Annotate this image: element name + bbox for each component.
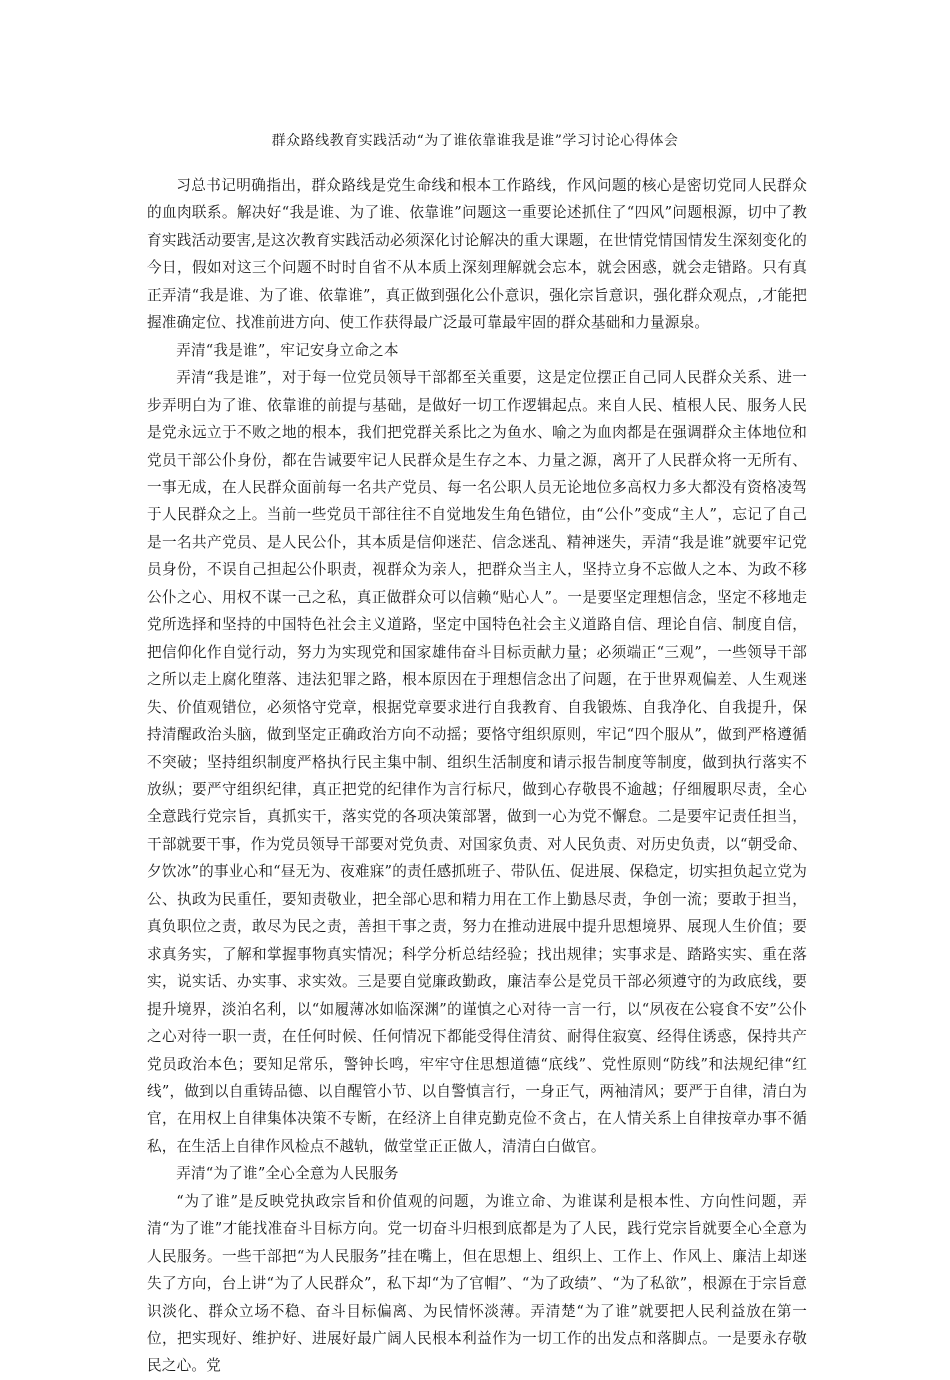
section-heading-who-am-i: 弄清“我是谁”，牢记安身立命之本: [176, 341, 399, 359]
paragraph-intro: 习总书记明确指出，群众路线是党生命线和根本工作路线，作风问题的核心是密切党同人民群众的血肉联系。解决好“我是谁、为了谁、依靠谁”问题这一重要论述抓住了“四风”问题根源，切中了教育实践活动要害,是这次教育实践活动必须深化讨论解决的重大课题，在世情党情国情发生深刻变化的今日，假如对这三个问题不时时自省不从本质上深刻理解就会忘本，就会困惑，就会走错路。只有真正弄清“我是谁、为了谁、依靠谁”，真正做到强化公仆意识，强化宗旨意识，强化群众观点，,才能把握准确定位、找准前进方向、使工作获得最广泛最可靠最牢固的群众基础和力量源泉。: [147, 177, 807, 332]
paragraph-for-whom: “为了谁”是反映党执政宗旨和价值观的问题，为谁立命、为谁谋利是根本性、方向性问题，弄清“为了谁”才能找准奋斗目标方向。党一切奋斗归根到底都是为了人民，践行党宗旨就要全心全意为人民服务。一些干部把“为人民服务”挂在嘴上，但在思想上、组织上、工作上、作风上、廉洁上却迷失了方向，台上讲“为了人民群众”，私下却“为了官帽”、“为了政绩”、“为了私欲”，根源在于宗旨意识淡化、群众立场不稳、奋斗目标偏离、为民情怀淡薄。弄清楚“为了谁”就要把人民利益放在第一位，把实现好、维护好、进展好最广阔人民根本利益作为一切工作的出发点和落脚点。一是要永存敬民之心。党: [147, 1192, 807, 1375]
document-title: 群众路线教育实践活动“为了谁依靠谁我是谁”学习讨论心得体会: [271, 133, 679, 149]
document-body: [147, 172, 807, 1380]
paragraph-who-am-i: 弄清“我是谁”，对于每一位党员领导干部都至关重要，这是定位摆正自己同人民群众关系、进一步弄明白为了谁、依靠谁的前提与基础，是做好一切工作逻辑起点。来自人民、植根人民、服务人民是党永远立于不败之地的根本，我们把党群关系比之为鱼水、喻之为血肉都是在强调群众主体地位和党员干部公仆身份，都在告诫要牢记人民群众是生存之本、力量之源，离开了人民群众将一无所有、一事无成，在人民群众面前每一名共产党员、每一名公职人员无论地位多高权力多大都没有资格凌驾于人民群众之上。当前一些党员干部往往不自觉地发生角色错位，由“公仆”变成“主人”，忘记了自己是一名共产党员、是人民公仆，其本质是信仰迷茫、信念迷乱、精神迷失，弄清“我是谁”就要牢记党员身份，不误自己担起公仆职责，视群众为亲人，把群众当主人，坚持立身不忘做人之本、为政不移公仆之心、用权不谋一己之私，真正做群众可以信赖“贴心人”。一是要坚定理想信念，坚定不移地走党所选择和坚持的中国特色社会主义道路，坚定中国特色社会主义道路自信、理论自信、制度自信，把信仰化作自觉行动，努力为实现党和国家雄伟奋斗目标贡献力量；必须端正“三观”，一些领导干部之所以走上腐化堕落、违法犯罪之路，根本原因在于理想信念出了问题，在于世界观偏差、人生观迷失、价值观错位，必须恪守党章，根据党章要求进行自我教育、自我锻炼、自我净化、自我提升，保持清醒政治头脑，做到坚定正确政治方向不动摇；要恪守组织原则，牢记“四个服从”，做到严格遵循不突破；坚持组织制度严格执行民主集中制、组织生活制度和请示报告制度等制度，做到执行落实不放纵；要严守组织纪律，真正把党的纪律作为言行标尺，做到心存敬畏不逾越；仔细履职尽责，全心全意践行党宗旨，真抓实干，落实党的各项决策部署，做到一心为党不懈怠。二是要牢记责任担当，干部就要干事，作为党员领导干部要对党负责、对国家负责、对人民负责、对历史负责，以“朝受命、夕饮冰”的事业心和“昼无为、夜难寐”的责任感抓班子、带队伍、促进展、保稳定，切实担负起立党为公、执政为民重任，要知责敬业，把全部心思和精力用在工作上勤恳尽责，争创一流；要敢于担当，真负职位之责，敢尽为民之责，善担干事之责，努力在推动进展中提升思想境界、展现人生价值；要求真务实，了解和掌握事物真实情况；科学分析总结经验；找出规律；实事求是、踏路实实、重在落实，说实话、办实事、求实效。三是要自觉廉政勤政，廉洁奉公是党员干部必须遵守的为政底线，要提升境界，淡泊名利，以“如履薄冰如临深渊”的谨慎之心对待一言一行，以“夙夜在公寝食不安”公仆之心对待一职一责，在任何时候、任何情况下都能受得住清贫、耐得住寂寞、经得住诱惑，保持共产党员政治本色；要知足常乐，警钟长鸣，牢牢守住思想道德“底线”、党性原则“防线”和法规纪律“红线”，做到以自重铸品德、以自醒管小节、以自警慎言行，一身正气，两袖清风；要严于自律，清白为官，在用权上自律集体决策不专断，在经济上自律克勤克俭不贪占，在人情关系上自律按章办事不循私，在生活上自律作风检点不越轨，做堂堂正正做人，清清白白做官。: [147, 369, 807, 1155]
section-heading-for-whom: 弄清“为了谁”全心全意为人民服务: [176, 1165, 399, 1183]
